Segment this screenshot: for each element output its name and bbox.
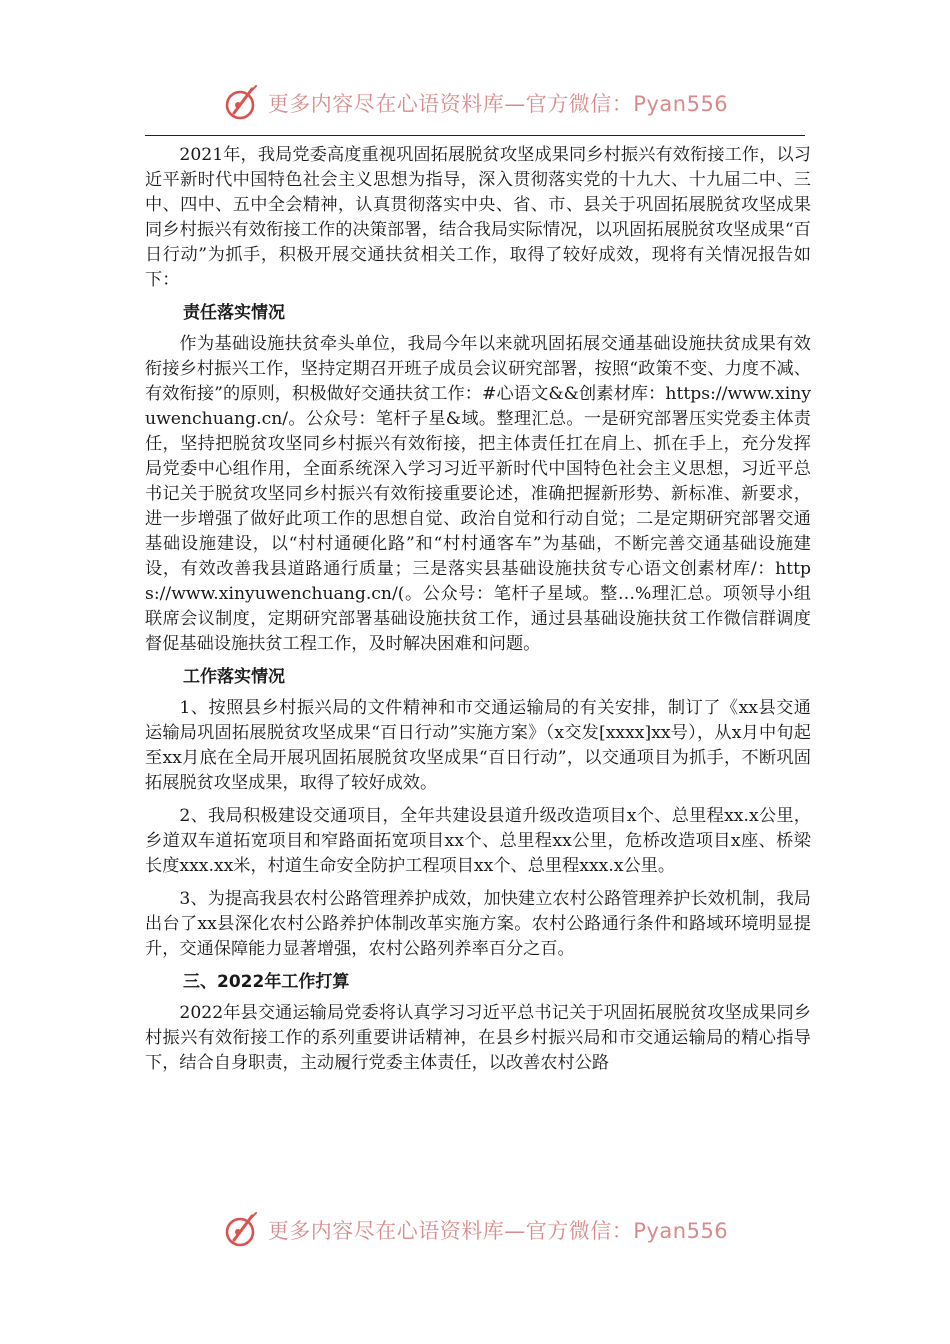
header-banner-text: 更多内容尽在心语资料库—官方微信：Pyan556 — [267, 92, 729, 116]
section3-paragraph: 2022年县交通运输局党委将认真学习习近平总书记关于巩固拓展脱贫攻坚成果同乡村振兴有效衔接工作的系列重要讲话精神，在县乡村振兴局和市交通运输局的精心指导下，结合自身职责，主动履行党委主体责任，以改善农村公路 — [145, 1003, 811, 1073]
intro-paragraph: 2021年，我局党委高度重视巩固拓展脱贫攻坚成果同乡村振兴有效衔接工作，以习近平新时代中国特色社会主义思想为指导，深入贯彻落实党的十九大、十九届二中、三中、四中、五中全会精神，认真贯彻落实中央、省、市、县关于巩固拓展脱贫攻坚成果同乡村振兴有效衔接工作的决策部署，结合我局实际情况，以巩固拓展脱贫攻坚成果“百日行动”为抓手，积极开展交通扶贫相关工作，取得了较好成效，现将有关情况报告如下： — [145, 145, 811, 290]
section3-heading: 三、2022年工作打算 — [183, 972, 350, 992]
header-watermark — [0, 78, 950, 128]
item1-paragraph: 1、按照县乡村振兴局的文件精神和市交通运输局的有关安排，制订了《xx县交通运输局巩固拓展脱贫攻坚成果“百日行动”实施方案》（x交发[xxxx]xx号），从x月中旬起至xx月底在全局开展巩固拓展脱贫攻坚成果“百日行动”，以交通项目为抓手，不断巩固拓展脱贫攻坚成果，取得了较好成效。 — [145, 698, 811, 793]
section1-paragraph: 作为基础设施扶贫牵头单位，我局今年以来就巩固拓展交通基础设施扶贫成果有效衔接乡村振兴工作，坚持定期召开班子成员会议研究部署，按照“政策不变、力度不减、有效衔接”的原则，积极做好交通扶贫工作：#心语文&&创素材库：https://www.xinyuwenchuang.cn/。公众号：笔杆子星&域。整理汇总。一是研究部署压实党委主体责任，坚持把脱贫攻坚同乡村振兴有效衔接，把主体责任扛在肩上、抓在手上，充分发挥局党委中心组作用，全面系统深入学习习近平新时代中国特色社会主义思想，习近平总书记关于脱贫攻坚同乡村振兴有效衔接重要论述，准确把握新形势、新标准、新要求，进一步增强了做好此项工作的思想自觉、政治自觉和行动自觉；二是定期研究部署交通基础设施建设，以“村村通硬化路”和“村村通客车”为基础，不断完善交通基础设施建设，有效改善我县道路通行质量；三是落实县基础设施扶贫专心语文创素材库/：https://www.xinyuwenchuang.cn/(。公众号：笔杆子星域。整…%理汇总。项领导小组联席会议制度，定期研究部署基础设施扶贫工作，通过县基础设施扶贫工作微信群调度督促基础设施扶贫工程工作，及时解决困难和问题。 — [145, 334, 811, 654]
item2-paragraph: 2、我局积极建设交通项目，全年共建设县道升级改造项目x个、总里程xx.x公里，乡道双车道拓宽项目和窄路面拓宽项目xx个、总里程xx公里，危桥改造项目x座、桥梁长度xxx.xx米，村道生命安全防护工程项目xx个、总里程xxx.x公里。 — [145, 806, 811, 876]
footer-watermark — [0, 1205, 950, 1255]
pen-logo-icon — [222, 83, 262, 123]
item3-paragraph: 3、为提高我县农村公路管理养护成效，加快建立农村公路管理养护长效机制，我局出台了xx县深化农村公路养护体制改革实施方案。农村公路通行条件和路域环境明显提升，交通保障能力显著增强，农村公路列养率百分之百。 — [145, 889, 811, 959]
document-body — [145, 143, 811, 1076]
header-rule — [145, 135, 805, 136]
section1-heading: 责任落实情况 — [183, 303, 285, 323]
footer-banner-text: 更多内容尽在心语资料库—官方微信：Pyan556 — [267, 1219, 729, 1243]
section2-heading: 工作落实情况 — [183, 667, 285, 687]
pen-logo-icon — [222, 1210, 262, 1250]
